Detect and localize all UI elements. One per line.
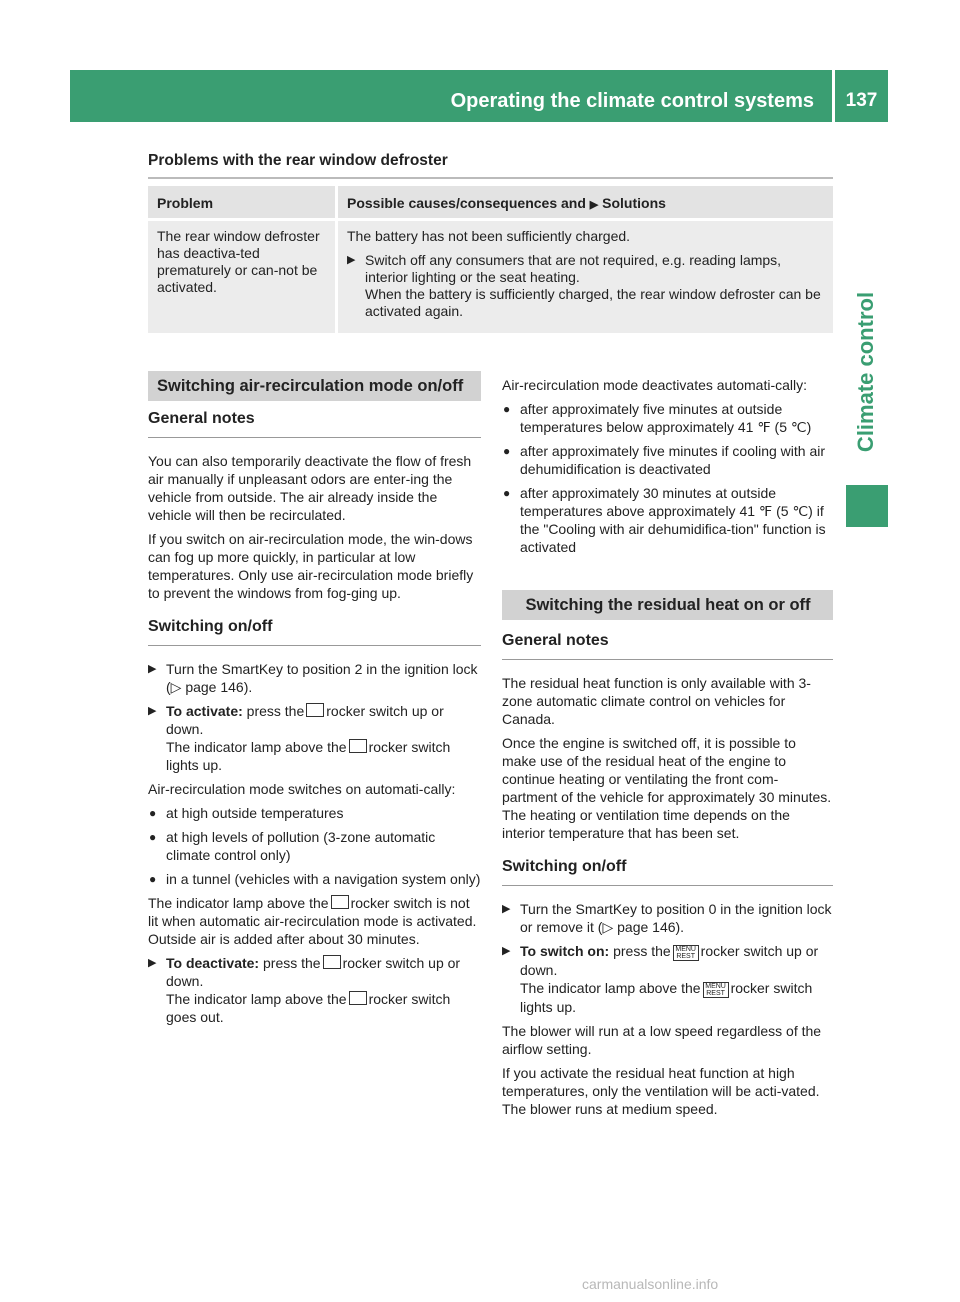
- arrow-icon: ▶: [502, 945, 511, 957]
- list-item: ● at high outside temperatures: [149, 805, 344, 821]
- recirculation-icon: [349, 739, 367, 753]
- list-item: ● at high levels of pollution (3-zone automatic climate control only): [149, 829, 436, 863]
- list-item: ● in a tunnel (vehicles with a navigation system only): [149, 871, 481, 887]
- recirculation-icon: [331, 895, 349, 909]
- problems-table: [148, 186, 833, 333]
- watermark: carmanualsonline.info: [582, 1276, 719, 1292]
- cell-problem: The rear window defroster has deactiva-ted prematurely or can-not be activated.: [148, 221, 335, 333]
- arrow-icon: ▶: [148, 663, 157, 675]
- right-column: [502, 376, 833, 1124]
- left-column: [148, 371, 481, 1032]
- menu-rest-icon: MENU REST: [673, 945, 699, 961]
- header-problem: Problem: [148, 186, 335, 218]
- paragraph: The residual heat function is only available with 3-zone automatic climate control on vehicles for Canada.: [502, 675, 811, 727]
- step: ▶ Turn the SmartKey to position 0 in the ignition lock or remove it (▷ page 146).: [502, 901, 832, 935]
- section-title: Operating the climate control systems: [450, 90, 814, 112]
- switching-heading: Switching on/off: [502, 858, 627, 875]
- page-header: [70, 70, 888, 122]
- recirc-heading: Switching air-recirculation mode on/off: [148, 371, 481, 401]
- menu-rest-icon: MENU REST: [703, 982, 729, 998]
- paragraph: The blower will run at a low speed regardless of the airflow setting.: [502, 1023, 822, 1057]
- step: ▶ To deactivate: press the rocker switch up or down. The indicator lamp above the rocker switch goes out.: [148, 955, 461, 1025]
- paragraph: If you switch on air-recirculation mode, the win-dows can fog up more quickly, in particular at low temperatures. Only use air-recirculation mode briefly to prevent the windows from fog-ging up.: [148, 531, 474, 601]
- table-title-rule: [148, 177, 833, 179]
- cell-solution: The battery has not been sufficiently charged. ▶ Switch off any consumers that are not required, e.g. reading lamps, interior lighting or the seat heating. When the battery is sufficiently charged, the rear window defroster can be activated again.: [338, 221, 833, 333]
- residual-heading: Switching the residual heat on or off: [502, 590, 833, 620]
- recirculation-icon: [306, 703, 324, 717]
- side-tab-label: Climate control: [853, 291, 878, 453]
- step: ▶ To activate: press the rocker switch up or down. The indicator lamp above the rocker switch lights up.: [148, 703, 451, 773]
- step: ▶ Turn the SmartKey to position 2 in the ignition lock (▷ page 146).: [148, 661, 478, 695]
- side-tab-marker: [846, 485, 888, 527]
- paragraph: Air-recirculation mode deactivates automati-cally:: [502, 377, 808, 393]
- arrow-icon: ▶: [502, 903, 511, 915]
- paragraph: If you activate the residual heat function at high temperatures, only the ventilation will be acti-vated. The blower runs at medium speed.: [502, 1065, 820, 1117]
- general-notes-heading: General notes: [148, 410, 255, 427]
- switching-heading: Switching on/off: [148, 618, 273, 635]
- list-item: ● after approximately five minutes if cooling with air dehumidification is deactivated: [503, 443, 826, 477]
- list-item: ● after approximately 30 minutes at outside temperatures above approximately 41 ℉ (5 ℃) if the "Cooling with air dehumidifica-tion" function is activated: [503, 485, 826, 555]
- paragraph: The indicator lamp above the rocker switch is not lit when automatic air-recirculation mode is activated. Outside air is added after about 30 minutes.: [148, 895, 477, 947]
- paragraph: You can also temporarily deactivate the flow of fresh air manually if unpleasant odors are enter-ing the vehicle from outside. The air already inside the vehicle will then be recirculated.: [148, 453, 472, 523]
- step: ▶ To switch on: press the MENU REST rocker switch up or down. The indicator lamp above the MENU REST rocker switch lights up.: [502, 943, 819, 1015]
- arrow-icon: ▶: [148, 957, 157, 969]
- arrow-icon: ▶: [347, 254, 356, 266]
- header-causes: Possible causes/consequences and ▶ Solutions: [338, 186, 833, 218]
- paragraph: Air-recirculation mode switches on automati-cally:: [148, 781, 456, 797]
- arrow-icon: ▶: [148, 705, 157, 717]
- list-item: ● after approximately five minutes at outside temperatures below approximately 41 ℉ (5 ℃): [503, 401, 812, 435]
- general-notes-heading: General notes: [502, 632, 609, 649]
- recirculation-icon: [323, 955, 341, 969]
- recirculation-icon: [349, 991, 367, 1005]
- table-title: Problems with the rear window defroster: [148, 152, 448, 169]
- paragraph: Once the engine is switched off, it is possible to make use of the residual heat of the engine to continue heating or ventilating the front com-partment of the vehicle for approximately 30 minutes. The heating or ventilation time depends on the interior temperature that has been set.: [502, 735, 832, 841]
- arrow-icon: ▶: [589, 199, 599, 211]
- page-number: 137: [845, 90, 878, 111]
